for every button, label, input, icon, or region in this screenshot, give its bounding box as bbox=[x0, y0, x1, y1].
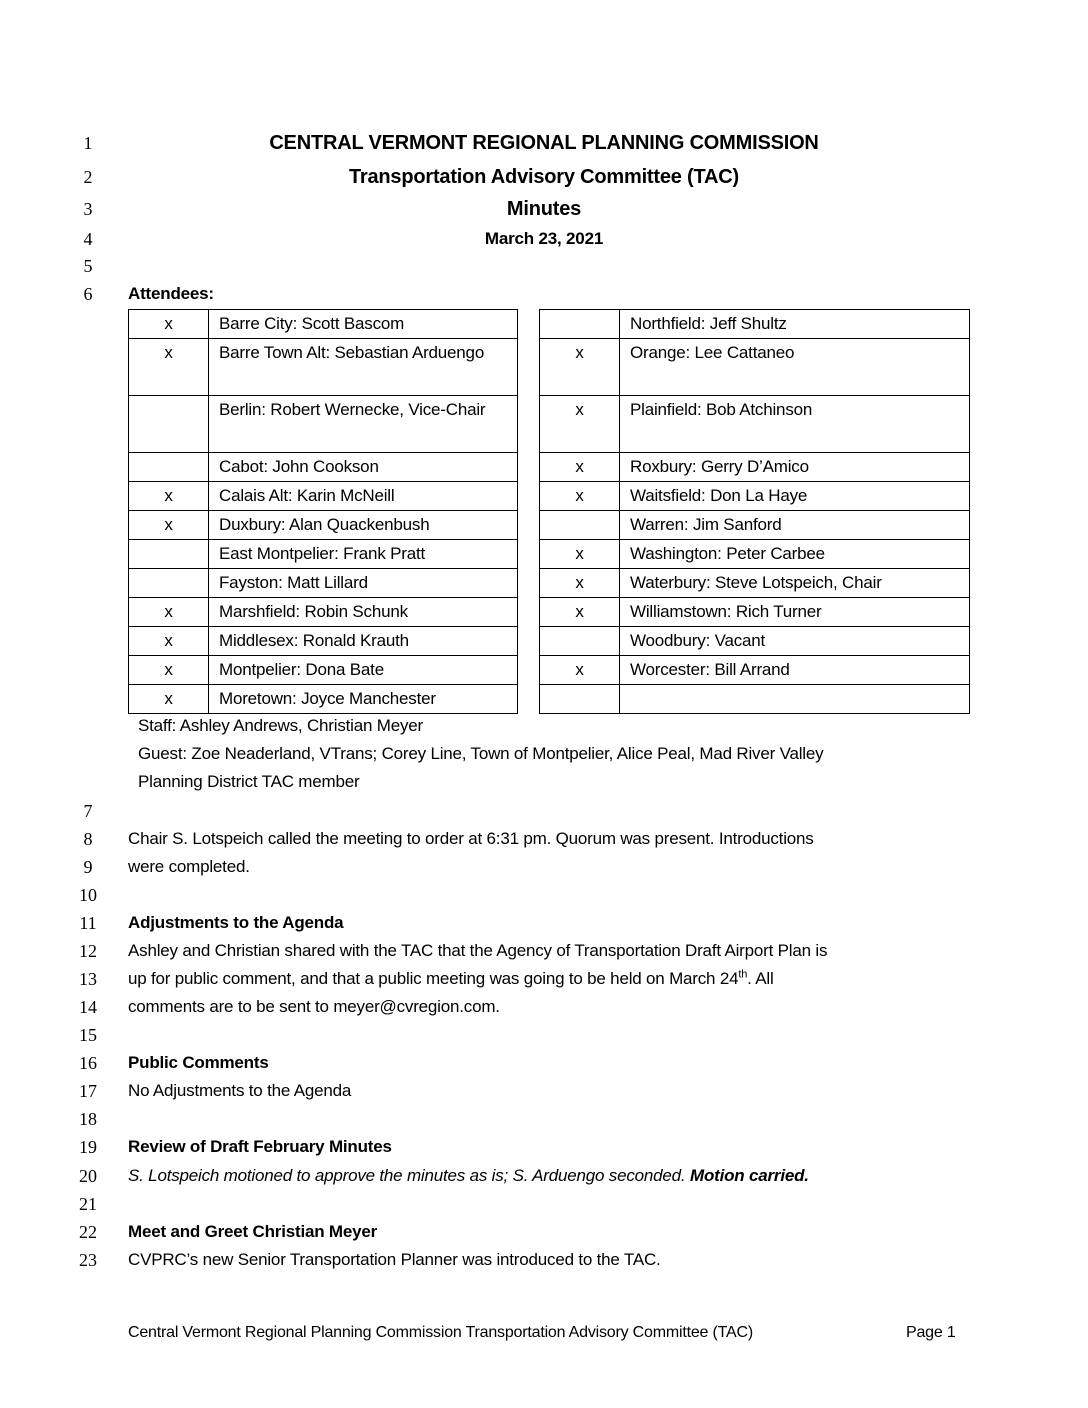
line-number: 8 bbox=[83, 829, 93, 849]
attendee-row bbox=[129, 511, 518, 540]
attendee-name: Berlin: Robert Wernecke, Vice-Chair bbox=[209, 396, 518, 453]
adjustments-text-2 bbox=[128, 968, 774, 990]
attendance-mark: x bbox=[129, 598, 209, 627]
attendee-name bbox=[620, 685, 970, 714]
meet-greet-heading: Meet and Greet Christian Meyer bbox=[128, 1222, 378, 1241]
attendee-name: Woodbury: Vacant bbox=[620, 627, 970, 656]
attendee-name: Waitsfield: Don La Haye bbox=[620, 482, 970, 511]
attendance-mark: x bbox=[540, 598, 620, 627]
line-number: 22 bbox=[79, 1222, 97, 1242]
meet-greet-text: CVPRC’s new Senior Transportation Planner was introduced to the TAC. bbox=[128, 1250, 661, 1269]
committee-title: Transportation Advisory Committee (TAC) bbox=[348, 166, 739, 188]
attendance-mark: x bbox=[129, 482, 209, 511]
attendee-row bbox=[129, 627, 518, 656]
attendee-row bbox=[540, 569, 970, 598]
attendee-row bbox=[540, 627, 970, 656]
attendance-mark: x bbox=[540, 339, 620, 396]
line-number: 14 bbox=[79, 997, 97, 1017]
attendee-row bbox=[540, 685, 970, 714]
line-number: 15 bbox=[79, 1025, 97, 1045]
attendee-name: Williamstown: Rich Turner bbox=[620, 598, 970, 627]
footer-text: Central Vermont Regional Planning Commission Transportation Advisory Committee (TAC) bbox=[128, 1324, 753, 1341]
review-minutes-motion bbox=[128, 1165, 809, 1187]
adjustments-text-2b: . All bbox=[747, 969, 774, 988]
adjustments-text-1: Ashley and Christian shared with the TAC that the Agency of Transportation Draft Airport Plan is bbox=[128, 941, 828, 960]
line-number: 10 bbox=[79, 885, 97, 905]
line-number: 4 bbox=[83, 229, 93, 249]
attendee-row bbox=[540, 310, 970, 339]
attendee-name: Worcester: Bill Arrand bbox=[620, 656, 970, 685]
attendee-row bbox=[129, 656, 518, 685]
attendance-mark: x bbox=[129, 310, 209, 339]
attendee-name: Roxbury: Gerry D’Amico bbox=[620, 453, 970, 482]
attendee-name: Northfield: Jeff Shultz bbox=[620, 310, 970, 339]
attendee-name: Moretown: Joyce Manchester bbox=[209, 685, 518, 714]
line-number: 7 bbox=[83, 801, 93, 821]
attendee-row bbox=[540, 339, 970, 396]
attendee-row bbox=[540, 511, 970, 540]
attendance-mark: x bbox=[540, 656, 620, 685]
attendee-name: Calais Alt: Karin McNeill bbox=[209, 482, 518, 511]
line-number: 6 bbox=[83, 284, 93, 304]
line-number: 3 bbox=[83, 199, 93, 219]
attendance-mark bbox=[540, 310, 620, 339]
guest-line-1: Guest: Zoe Neaderland, VTrans; Corey Line, Town of Montpelier, Alice Peal, Mad River Valley bbox=[138, 744, 824, 763]
attendee-row bbox=[129, 685, 518, 714]
attendance-mark: x bbox=[540, 482, 620, 511]
line-number: 13 bbox=[79, 969, 97, 989]
attendee-name: Cabot: John Cookson bbox=[209, 453, 518, 482]
attendee-name: East Montpelier: Frank Pratt bbox=[209, 540, 518, 569]
attendee-row bbox=[129, 482, 518, 511]
motion-result: Motion carried. bbox=[689, 1166, 809, 1185]
attendee-row bbox=[540, 396, 970, 453]
attendance-mark bbox=[540, 627, 620, 656]
attendance-mark bbox=[540, 685, 620, 714]
attendee-name: Plainfield: Bob Atchinson bbox=[620, 396, 970, 453]
attendee-row bbox=[540, 453, 970, 482]
attendee-row bbox=[540, 482, 970, 511]
page-number: Page 1 bbox=[906, 1324, 956, 1341]
attendee-name: Marshfield: Robin Schunk bbox=[209, 598, 518, 627]
org-title: CENTRAL VERMONT REGIONAL PLANNING COMMISSION bbox=[269, 132, 819, 154]
attendee-name: Montpelier: Dona Bate bbox=[209, 656, 518, 685]
attendance-mark: x bbox=[540, 396, 620, 453]
attendance-mark bbox=[129, 453, 209, 482]
attendee-row bbox=[129, 396, 518, 453]
attendance-mark bbox=[129, 396, 209, 453]
attendance-mark: x bbox=[129, 627, 209, 656]
line-number: 21 bbox=[79, 1194, 97, 1214]
call-to-order-2: were completed. bbox=[128, 857, 250, 876]
line-number: 12 bbox=[79, 941, 97, 961]
attendee-name: Orange: Lee Cattaneo bbox=[620, 339, 970, 396]
attendance-mark bbox=[129, 540, 209, 569]
attendees-heading: Attendees: bbox=[128, 284, 214, 303]
attendance-mark bbox=[129, 569, 209, 598]
attendee-row bbox=[540, 598, 970, 627]
line-number: 18 bbox=[79, 1109, 97, 1129]
attendance-mark: x bbox=[129, 685, 209, 714]
attendee-row bbox=[129, 453, 518, 482]
attendee-name: Duxbury: Alan Quackenbush bbox=[209, 511, 518, 540]
attendee-row bbox=[129, 339, 518, 396]
staff-line: Staff: Ashley Andrews, Christian Meyer bbox=[138, 716, 423, 735]
line-number: 1 bbox=[83, 133, 93, 153]
public-comments-text: No Adjustments to the Agenda bbox=[128, 1081, 352, 1100]
line-number: 23 bbox=[79, 1250, 97, 1270]
line-number: 17 bbox=[79, 1081, 97, 1101]
attendance-mark: x bbox=[540, 569, 620, 598]
line-number: 19 bbox=[79, 1137, 97, 1157]
attendance-mark: x bbox=[129, 339, 209, 396]
adjustments-text-2a: up for public comment, and that a public meeting was going to be held on March 24 bbox=[128, 969, 739, 988]
line-number: 16 bbox=[79, 1053, 97, 1073]
public-comments-heading: Public Comments bbox=[128, 1053, 269, 1072]
attendee-name: Barre City: Scott Bascom bbox=[209, 310, 518, 339]
adjustments-heading: Adjustments to the Agenda bbox=[128, 913, 344, 932]
attendance-mark: x bbox=[540, 453, 620, 482]
guest-line-2: Planning District TAC member bbox=[138, 772, 360, 791]
call-to-order-1: Chair S. Lotspeich called the meeting to order at 6:31 pm. Quorum was present. Introductions bbox=[128, 829, 814, 848]
attendee-row bbox=[129, 598, 518, 627]
line-number: 5 bbox=[83, 256, 93, 276]
line-number: 20 bbox=[79, 1166, 97, 1186]
attendee-row bbox=[540, 656, 970, 685]
attendee-row bbox=[129, 569, 518, 598]
review-minutes-heading: Review of Draft February Minutes bbox=[128, 1137, 392, 1156]
attendee-name: Barre Town Alt: Sebastian Arduengo bbox=[209, 339, 518, 396]
attendee-name: Waterbury: Steve Lotspeich, Chair bbox=[620, 569, 970, 598]
attendee-name: Middlesex: Ronald Krauth bbox=[209, 627, 518, 656]
meeting-date: March 23, 2021 bbox=[484, 229, 604, 248]
attendee-name: Fayston: Matt Lillard bbox=[209, 569, 518, 598]
attendee-row bbox=[129, 310, 518, 339]
attendees-table-left bbox=[128, 309, 518, 714]
line-number: 2 bbox=[83, 167, 93, 187]
adjustments-text-3: comments are to be sent to meyer@cvregion.com. bbox=[128, 997, 500, 1016]
superscript: th bbox=[738, 968, 748, 981]
motion-text: S. Lotspeich motioned to approve the minutes as is; S. Arduengo seconded. bbox=[128, 1166, 690, 1185]
line-number: 11 bbox=[79, 913, 97, 933]
attendee-row bbox=[129, 540, 518, 569]
attendance-mark bbox=[540, 511, 620, 540]
attendees-table-right bbox=[539, 309, 970, 714]
attendance-mark: x bbox=[129, 656, 209, 685]
attendee-name: Washington: Peter Carbee bbox=[620, 540, 970, 569]
attendee-name: Warren: Jim Sanford bbox=[620, 511, 970, 540]
doc-type-title: Minutes bbox=[506, 198, 582, 220]
attendee-row bbox=[540, 540, 970, 569]
attendance-mark: x bbox=[129, 511, 209, 540]
attendance-mark: x bbox=[540, 540, 620, 569]
line-number: 9 bbox=[83, 857, 93, 877]
